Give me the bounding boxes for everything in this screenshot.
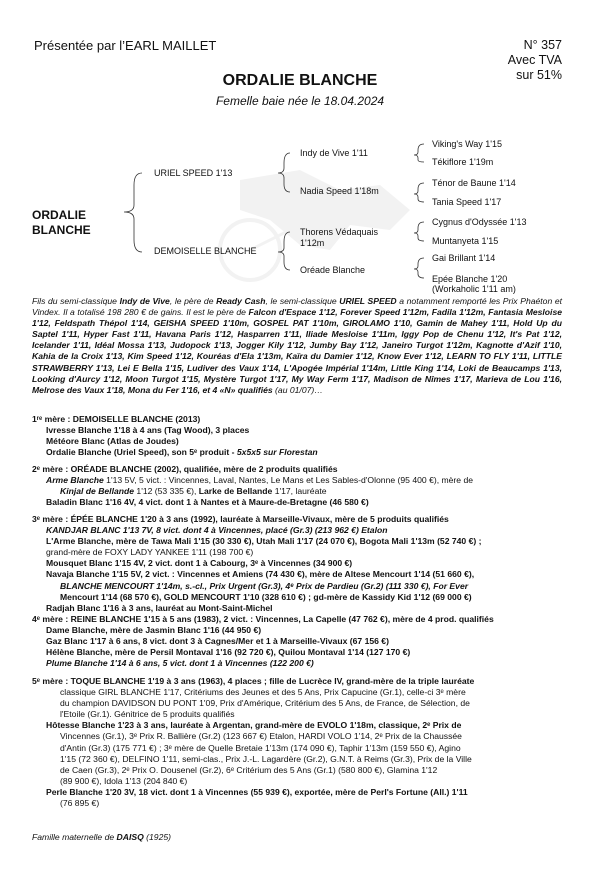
produce-line: Météore Blanc (Atlas de Joudes) bbox=[46, 436, 179, 447]
produce-line: Ordalie Blanche (Uriel Speed), son 5ᵉ produit - 5x5x5 sur Florestan bbox=[46, 447, 318, 458]
produce-line: Vincennes (Gr.1), 3ᵉ Prix R. Ballière (Gr.2) (123 667 €) Etalon, HARDI VOLO 1'14, 2ᵉ Prix de la Chaussée bbox=[60, 731, 462, 742]
third-dam-section bbox=[32, 514, 564, 614]
third-dam-heading: 3ᵉ mère : ÉPÉE BLANCHE 1'20 à 3 ans (1992), lauréate à Marseille-Vivaux, mère de 5 produits qualifiés bbox=[32, 514, 449, 524]
first-dam-section bbox=[32, 414, 564, 458]
produce-line: Ivresse Blanche 1'18 à 4 ans (Tag Wood), 3 places bbox=[46, 425, 250, 436]
pedigree-dss: Cygnus d'Odyssée 1'13 bbox=[432, 217, 527, 227]
pedigree-ssd: Tékiflore 1'19m bbox=[432, 157, 494, 167]
first-dam-heading: 1ʳᵉ mère : DEMOISELLE BLANCHE (2013) bbox=[32, 414, 201, 424]
pedigree-ddd: Epée Blanche 1'20 (Workaholic 1'11 am) bbox=[432, 274, 516, 294]
produce-line: BLANCHE MENCOURT 1'14m, s.-cl., Prix Urgent (Gr.3), 4ᵉ Prix de Pardieu (Gr.2) (111 330 €), For Ever bbox=[60, 580, 469, 591]
produce-line: Mencourt 1'14 (68 570 €), GOLD MENCOURT 1'10 (328 610 €) ; gd-mère de Kassidy Kid 1'12 (69 000 €) bbox=[60, 591, 472, 602]
produce-line: Radjah Blanc 1'16 à 3 ans, lauréat au Mont-Saint-Michel bbox=[46, 602, 273, 613]
pedigree-sss: Viking's Way 1'15 bbox=[432, 139, 502, 149]
produce-line: Navaja Blanche 1'15 5V, 2 vict. : Vincennes et Amiens (74 430 €), mère de Altese Mencourt 1'14 (51 660 €), bbox=[46, 569, 475, 580]
pedigree-dsd: Muntanyeta 1'15 bbox=[432, 236, 499, 246]
fourth-dam-section bbox=[32, 614, 564, 669]
sire-description: Fils du semi-classique Indy de Vive, le père de Ready Cash, le semi-classique URIEL SPEED a notamment remporté les Prix Phaéton et Vindex. Il a totalisé 198 280 € de gains. Il est le père de Falcon d'Espace 1'12, Forever Speed 1'12m, Fadila 1'12m, Fantasia Mesloise 1'12, Feldspath Thépol 1'14, GEISHA SPEED 1'10m, GOSPEL PAT 1'10m, GIROLAMO 1'10, Gamin de Mahey 1'11, Hold Up du Saptel 1'11, Hyper Fast 1'11, Havana Paris 1'12, Hasparren 1'11, Iliade Mesloise 1'11m, Iggy Pop de Chenu 1'12, It's Pat 1'12, Icelander 1'11, Idéal Mossa 1'13, Judopock 1'13, Jogger Kily 1'12, Jumby Bay 1'12, Janeiro Turgot 1'12m, Kagnotte d'Azif 1'10, Kahia de la Croix 1'13, Kim Speed 1'12, Kouréas d'Ela 1'13m, Kaïra du Damier 1'12, Know Ever 1'12, LEARN TO FLY 1'11, LITTLE STRAWBERRY 1'13, Lei E Bella 1'15, Ludiver des Vaux 1'14, L'Apogée Impérial 1'14m, Little King 1'14, Loki de Beaucamps 1'13, Looking d'Aurcy 1'12, Moon Turgot 1'15, Mystère Turgot 1'17, My Way Ferm 1'17, Madison de Nîmes 1'17, Marieva de Lou 1'16, Melrose des Vaux 1'18, Mona du Fer 1'16, et 4 «N» qualifiés (au 01/07)… bbox=[32, 296, 563, 395]
fifth-dam-heading: 5ᵉ mère : TOQUE BLANCHE 1'19 à 3 ans (1963), 4 places ; fille de Lucrèce IV, grand-mère de la triple lauréate bbox=[32, 676, 475, 686]
produce-line: (76 895 €) bbox=[60, 798, 100, 809]
pedigree-ds: Thorens Védaquais 1'12m bbox=[300, 227, 379, 248]
pedigree-sdd: Tania Speed 1'17 bbox=[432, 197, 502, 207]
produce-line: Hôtesse Blanche 1'23 à 3 ans, lauréate à Argentan, grand-mère de EVOLO 1'18m, classique, 2ᵉ Prix de bbox=[46, 720, 462, 731]
second-dam-heading: 2ᵉ mère : ORÉADE BLANCHE (2002), qualifiée, mère de 2 produits qualifiés bbox=[32, 464, 338, 474]
produce-line: Baladin Blanc 1'16 4V, 4 vict. dont 1 à Nantes et à Maure-de-Bretagne (46 580 €) bbox=[46, 497, 369, 508]
produce-line: KANDJAR BLANC 1'13 7V, 8 vict. dont 4 à Vincennes, placé (Gr.3) (213 962 €) Etalon bbox=[46, 525, 388, 536]
fifth-dam-text: classique GIRL BLANCHE 1'17, Critériums des Jeunes et des 5 Ans, Prix Capucine (Gr.1), celle-ci 3ᵉ mère bbox=[60, 687, 466, 698]
lot-number: N° 357 bbox=[523, 38, 562, 52]
pedigree-ss: Indy de Vive 1'11 bbox=[300, 148, 368, 158]
produce-line: Plume Blanche 1'14 à 6 ans, 5 vict. dont 1 à Vincennes (122 200 €) bbox=[46, 658, 314, 669]
produce-line: de Caen (Gr.3), 2ᵉ Prix O. Dousenel (Gr.2), 6ᵉ Critérium des 5 Ans (Gr.1) (580 800 €), Glamina 1'12 bbox=[60, 764, 438, 775]
produce-line: (89 900 €), Idola 1'13 (204 840 €) bbox=[60, 775, 188, 786]
fourth-dam-heading: 4ᵉ mère : REINE BLANCHE 1'15 à 5 ans (1983), 2 vict. : Vincennes, La Capelle (47 762 €), mère de 4 prod. qualifiés bbox=[32, 614, 494, 624]
pedigree-sd: Nadia Speed 1'18m bbox=[300, 186, 379, 196]
produce-line: d'Antin (Gr.3) (175 771 €) ; 3ᵉ mère de Quelle Bretaie 1'13m (174 090 €), Taphir 1'13m (159 550 €), Agino bbox=[60, 742, 461, 753]
produce-line: L'Arme Blanche, mère de Tawa Mali 1'15 (30 330 €), Utah Mali 1'17 (24 070 €), Bogota Mali 1'13m (52 740 €) ; bbox=[46, 536, 482, 547]
produce-line: Kinjal de Bellande 1'12 (53 335 €), Larke de Bellande 1'17, lauréate bbox=[60, 486, 327, 497]
produce-line: 1'15 (72 360 €), DELFINO 1'11, semi-clas., Prix J.-L. Lagardère (Gr.2), G.N.T. à Reims (Gr.3), Prix de la Ville bbox=[60, 753, 472, 764]
produce-line: Mousquet Blanc 1'15 4V, 2 vict. dont 1 à Cabourg, 3ᵉ à Vincennes (34 900 €) bbox=[46, 558, 353, 569]
pedigree-sds: Ténor de Baune 1'14 bbox=[432, 178, 516, 188]
pedigree-dam: DEMOISELLE BLANCHE bbox=[154, 246, 257, 256]
produce-line: Gaz Blanc 1'17 à 6 ans, 8 vict. dont 3 à Cagnes/Mer et 1 à Marseille-Vivaux (67 156 €) bbox=[46, 636, 389, 647]
produce-line: Dame Blanche, mère de Jasmin Blanc 1'16 (44 950 €) bbox=[46, 625, 262, 636]
fifth-dam-text: du champion DAVIDSON DU PONT 1'09, Prix d'Amérique, Critérium des 5 Ans, de France, de Sélection, de bbox=[60, 698, 470, 709]
produce-line: Hélène Blanche, mère de Persil Montaval 1'16 (92 720 €), Quilou Montaval 1'14 (127 170 €) bbox=[46, 647, 411, 658]
pedigree-dd: Oréade Blanche bbox=[300, 265, 366, 275]
pedigree-subject: ORDALIE BLANCHE bbox=[32, 208, 91, 237]
maternal-family: Famille maternelle de DAISQ (1925) bbox=[32, 832, 171, 842]
sire-sire-link: Indy de Vive bbox=[119, 296, 170, 306]
pedigree-dds: Gai Brillant 1'14 bbox=[432, 253, 496, 263]
horse-title: ORDALIE BLANCHE bbox=[222, 72, 378, 89]
vat-base: sur 51% bbox=[516, 68, 562, 82]
fifth-dam-section bbox=[32, 676, 564, 809]
second-dam-section bbox=[32, 464, 564, 508]
horse-description: Femelle baie née le 18.04.2024 bbox=[215, 94, 385, 108]
produce-line: Arme Blanche 1'13 5V, 5 vict. : Vincennes, Laval, Nantes, Le Mans et Les Sables-d'Olonne (95 400 €), mère de bbox=[46, 475, 474, 486]
pedigree-sire: URIEL SPEED 1'13 bbox=[154, 168, 233, 178]
progeny-list: Falcon d'Espace 1'12, Forever Speed 1'12m, Fadila 1'12m, Fantasia Mesloise 1'12, Feldspath Thépol 1'14, GEISHA SPEED 1'10m, GOSPEL PAT 1'10m, GIROLAMO 1'10, Gamin de Mahey 1'11, Hold Up du Saptel 1'11, Hyper Fast 1'11, Havana Paris 1'12, Hasparren 1'11, Iliade Mesloise 1'11m, Iggy Pop de Chenu 1'12, It's Pat 1'12, Icelander 1'11, Idéal Mossa 1'13, Judopock 1'13, Jogger Kily 1'12, Jumby Bay 1'12, Janeiro Turgot 1'12m, Kagnotte d'Azif 1'10, Kahia de la Croix 1'13, Kim Speed 1'12, Kouréas d'Ela 1'13m, Kaïra du Damier 1'12, Know Ever 1'12, LEARN TO FLY 1'11, LITTLE STRAWBERRY 1'13, Lei E Bella 1'15, Ludiver des Vaux 1'14, L'Apogée Impérial 1'14m, Little King 1'14, Loki de Beaucamps 1'13, Looking d'Aurcy 1'12, Moon Turgot 1'15, Mystère Turgot 1'17, My Way Ferm 1'17, Madison de Nîmes 1'17, Marieva de Lou 1'16, Melrose des Vaux 1'18, Mona du Fer 1'16, et 4 «N» qualifiés bbox=[32, 307, 562, 395]
produce-line: Perle Blanche 1'20 3V, 18 vict. dont 1 à Vincennes (55 939 €), exportée, mère de Perl's Fortune (All.) 1'11 bbox=[46, 786, 468, 797]
fifth-dam-text: l'Etoile (Gr.1). Génitrice de 5 produits qualifiés bbox=[60, 709, 235, 720]
presenter-line: Présentée par l’EARL MAILLET bbox=[34, 38, 217, 53]
vat-label: Avec TVA bbox=[507, 53, 562, 67]
produce-line: grand-mère de FOXY LADY YANKEE 1'11 (198 700 €) bbox=[46, 547, 254, 558]
